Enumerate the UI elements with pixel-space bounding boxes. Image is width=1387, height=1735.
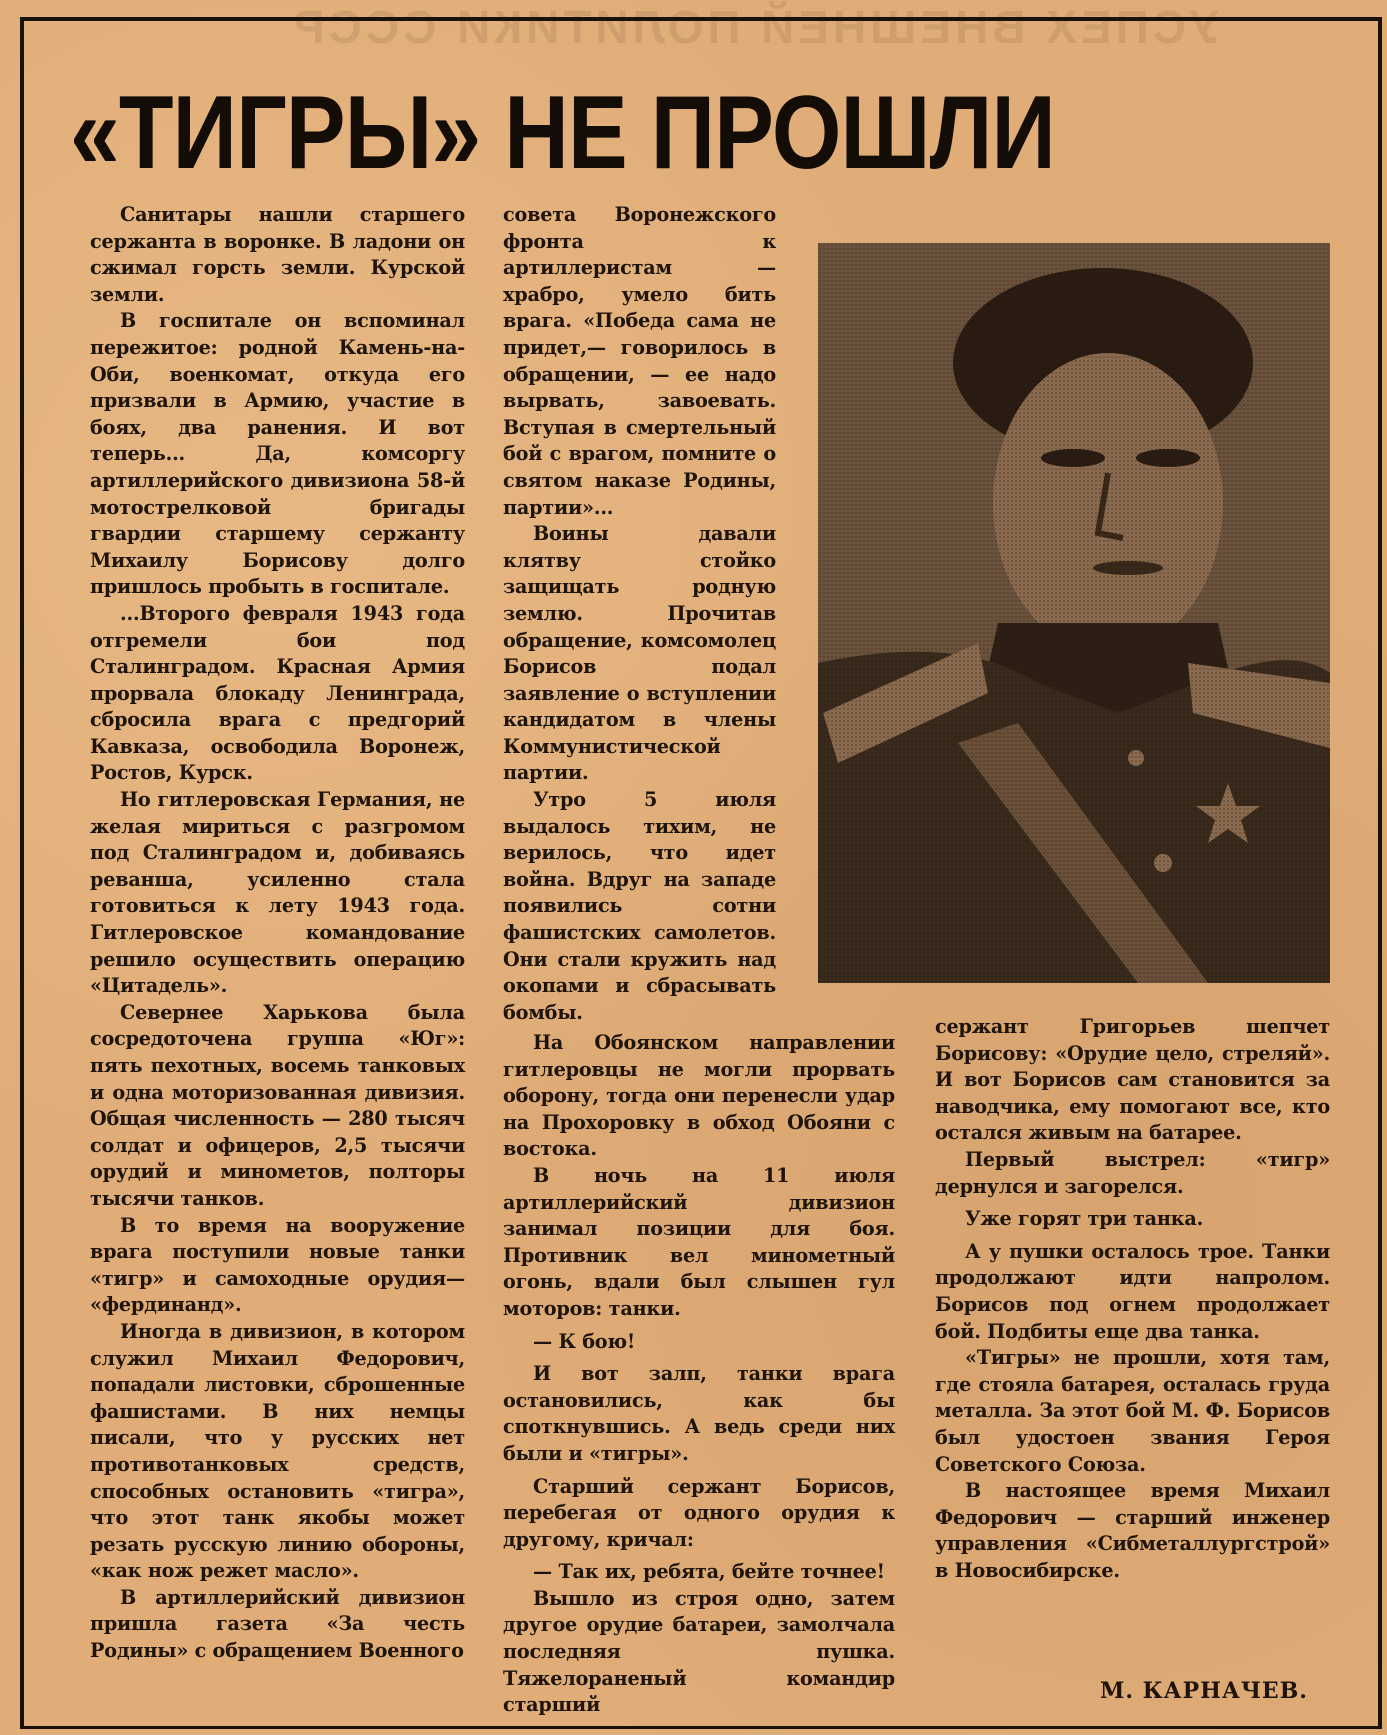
paragraph: На Обоянском направлении гитлеровцы не могли прорвать оборону, тогда они перенесли удар на Прохоровку в обход Обояни с востока. [503,1031,895,1161]
paragraph: Севернее Харькова была сосредоточена группа «Юг»: пять пехотных, восемь танковых и одна моторизованная дивизия. Общая численность — 280 тысяч солдат и офицеров, 2,5 тысячи орудий и минометов, полторы тысячи танков. [90,1000,465,1210]
article-headline: «ТИГРЫ» НЕ ПРОШЛИ [70,75,1055,191]
paragraph: Старший сержант Борисов, перебегая от одного орудия к другому, кричал: [503,1474,895,1551]
text-column-2-bottom [503,1030,895,1719]
paragraph: В госпитале он вспоминал пережитое: родной Камень-на-Оби, военкомат, откуда его призвали в Армию, участие в боях, два ранения. И вот теперь... Да, комсоргу артиллерийского дивизиона 58-й мотострелковой бригады гвардии старшему сержанту Михаилу Борисову долго пришлось пробыть в госпитале. [90,309,465,599]
paragraph: ...Второго февраля 1943 года отгремели бои под Сталинградом. Красная Армия прорвала блокаду Ленинграда, сбросила врага с предгорий Кавказа, освободила Воронеж, Ростов, Курск. [90,601,465,785]
portrait-illustration [818,243,1330,983]
paragraph: В то время на вооружение врага поступили новые танки «тигр» и самоходные орудия— «фердинанд». [90,1213,465,1317]
bleed-through-text: УСПЕХ ВНЕШНЕЙ ПОЛИТИКИ СССР [290,1,1219,53]
paragraph: Но гитлеровская Германия, не желая мириться с разгромом под Сталинградом и, добиваясь реванша, усиленно стала готовиться к лету 1943 года. Гитлеровское командование решило осуществить операцию «Цитадель». [90,788,465,998]
paragraph: Санитары нашли старшего сержанта в воронке. В ладони он сжимал горсть земли. Курской земли. [90,203,465,306]
paragraph: Воины давали клятву стойко защищать родную землю. Прочитав обращение, комсомолец Борисов подал заявление о вступлении кандидатом в члены Коммунистической партии. [503,522,776,785]
paragraph: Иногда в дивизион, в котором служил Михаил Федорович, попадали листовки, сброшенные фашистами. В них немцы писали, что у русских нет противотанковых средств, способных остановить «тигра», что этот танк якобы может резать русскую линию обороны, «как нож режет масло». [90,1319,465,1583]
portrait-photo [818,243,1330,983]
text-column-1 [90,202,465,1665]
paragraph: Утро 5 июля выдалось тихим, не верилось, что идет война. Вдруг на западе появились сотни фашистских самолетов. Они стали кружить над окопами и сбрасывать бомбы. [503,788,776,1024]
paragraph: сержант Григорьев шепчет Борисову: «Орудие цело, стреляй». И вот Борисов сам становится за наводчика, ему помогают все, кто остался живым на батарее. [935,1015,1330,1145]
text-column-2-top [503,202,776,1026]
paragraph: И вот залп, танки врага остановились, как бы споткнувшись. А ведь среди них были и «тигры». [503,1362,895,1465]
paragraph: совета Воронежского фронта к артиллеристам — храбро, умело бить врага. «Победа сама не придет,— говорилось в обращении, — ее надо вырвать, завоевать. Вступая в смертельный бой с врагом, помните о святом наказе Родины, партии»... [503,203,776,519]
paragraph: Вышло из строя одно, затем другое орудие батареи, замолчала последняя пушка. Тяжелораненый командир старший [503,1586,895,1717]
paragraph: А у пушки осталось трое. Танки продолжают идти напролом. Борисов под огнем продолжает бой. Подбиты еще два танка. [935,1239,1330,1343]
paragraph: — Так их, ребята, бейте точнее! [533,1560,885,1584]
paragraph: «Тигры» не прошли, хотя там, где стояла батарея, осталась груда металла. За этот бой М. Ф. Борисов был удостоен звания Героя Советского Союза. [935,1346,1330,1476]
paragraph: В настоящее время Михаил Федорович — старший инженер управления «Сибметаллургстрой» в Новосибирске. [935,1479,1330,1582]
paragraph: В ночь на 11 июля артиллерийский дивизион занимал позиции для боя. Противник вел минометный огонь, вдали был слышен гул моторов: танки. [503,1163,895,1320]
text-column-3 [935,1014,1330,1584]
paragraph: — К бою! [533,1329,636,1353]
paragraph: Уже горят три танка. [965,1207,1204,1231]
paragraph: Первый выстрел: «тигр» дернулся и загорелся. [935,1147,1330,1198]
author-signature: М. КАРНАЧЕВ. [1100,1678,1308,1704]
paragraph: В артиллерийский дивизион пришла газета «За честь Родины» с обращением Военного [90,1585,465,1663]
